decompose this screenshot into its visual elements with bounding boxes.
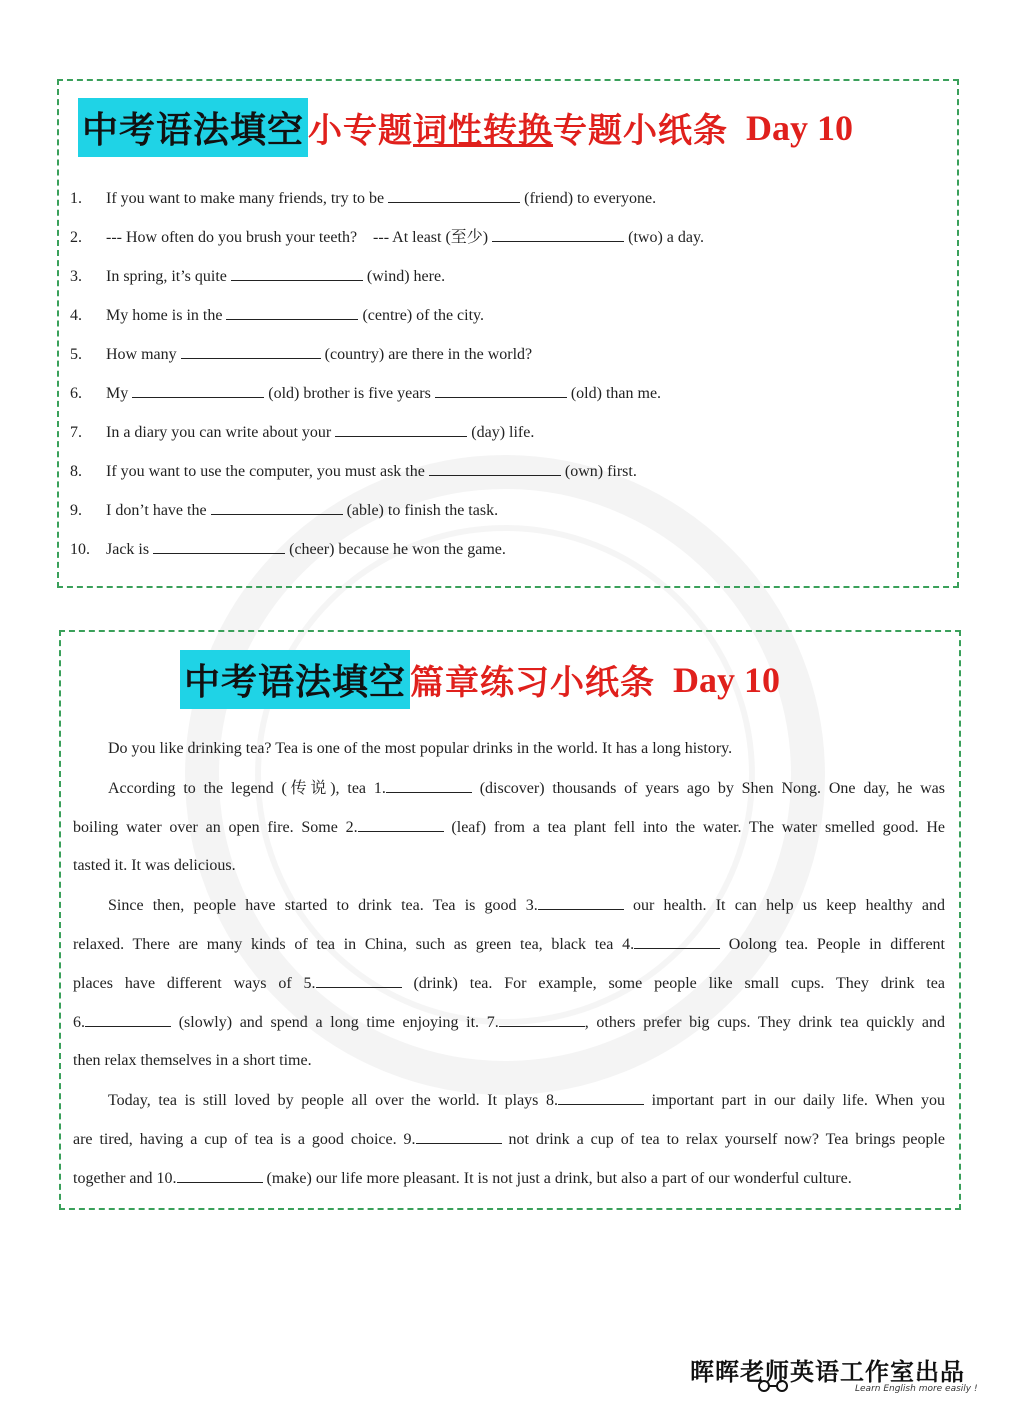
- answer-blank[interactable]: [85, 1012, 171, 1027]
- answer-blank[interactable]: [386, 778, 472, 793]
- studio-logo-tagline: Learn English more easily !: [855, 1384, 978, 1394]
- box2-title-day: Day 10: [673, 659, 781, 700]
- question-10: 10. Jack is (cheer) because he won the game.: [70, 541, 506, 558]
- passage-line: are tired, having a cup of tea is a good choice. 9. not drink a cup of tea to relax yourself now? Tea brings people: [73, 1131, 946, 1148]
- passage-paragraph-1: Do you like drinking tea? Tea is one of the most popular drinks in the world. It has a long history.: [108, 740, 733, 757]
- passage-line: together and 10. (make) our life more pleasant. It is not just a drink, but also a part of our wonderful culture.: [73, 1170, 852, 1187]
- studio-logo: [690, 1352, 978, 1394]
- passage-line: 6. (slowly) and spend a long time enjoying it. 7. , others prefer big cups. They drink tea quickly and: [73, 1014, 946, 1031]
- answer-blank[interactable]: [335, 422, 467, 437]
- question-5: 5. How many (country) are there in the world?: [70, 346, 533, 363]
- answer-blank[interactable]: [177, 1168, 263, 1183]
- answer-blank[interactable]: [226, 305, 358, 320]
- answer-blank[interactable]: [388, 188, 520, 203]
- answer-blank[interactable]: [416, 1129, 502, 1144]
- question-6: 6. My (old) brother is five years (old) than me.: [70, 385, 662, 402]
- box2-title-red: 篇章练习小纸条: [410, 663, 656, 703]
- box2-title-highlight: 中考语法填空: [180, 650, 410, 709]
- answer-blank[interactable]: [499, 1012, 585, 1027]
- answer-blank[interactable]: [538, 895, 624, 910]
- passage-line: relaxed. There are many kinds of tea in China, such as green tea, black tea 4. Oolong tea. People in different: [73, 936, 945, 953]
- question-7: 7. In a diary you can write about your (day) life.: [70, 424, 535, 441]
- answer-blank[interactable]: [181, 344, 321, 359]
- glasses-icon: [756, 1380, 790, 1392]
- passage-exercise-box: [59, 630, 961, 1210]
- question-2: 2. --- How often do you brush your teeth? --- At least (至少) (two) a day.: [70, 229, 704, 246]
- passage-line: tasted it. It was delicious.: [73, 857, 236, 874]
- answer-blank[interactable]: [231, 266, 363, 281]
- box2-title: [180, 650, 780, 709]
- answer-blank[interactable]: [132, 383, 264, 398]
- answer-blank[interactable]: [153, 539, 285, 554]
- passage-line: then relax themselves in a short time.: [73, 1052, 312, 1069]
- question-9: 9. I don’t have the (able) to finish the task.: [70, 502, 499, 519]
- box1-title: [78, 98, 853, 157]
- question-8: 8. If you want to use the computer, you must ask the (own) first.: [70, 463, 637, 480]
- question-3: 3. In spring, it’s quite (wind) here.: [70, 268, 446, 285]
- question-1: 1. If you want to make many friends, try to be (friend) to everyone.: [70, 190, 657, 207]
- answer-blank[interactable]: [316, 973, 402, 988]
- studio-logo-text: 晖晖老师英语工作室出品: [690, 1358, 965, 1386]
- passage-line: boiling water over an open fire. Some 2. (leaf) from a tea plant fell into the water. The water smelled good. He: [73, 819, 946, 836]
- answer-blank[interactable]: [492, 227, 624, 242]
- passage-line: places have different ways of 5. (drink) tea. For example, some people like small cups. They drink tea: [73, 975, 946, 992]
- answer-blank[interactable]: [211, 500, 343, 515]
- answer-blank[interactable]: [429, 461, 561, 476]
- box1-title-day: Day 10: [746, 107, 854, 148]
- passage-line: According to the legend (传说), tea 1. (discover) thousands of years ago by Shen Nong. One day, he was: [108, 780, 946, 797]
- box1-title-red: 小专题词性转换专题小纸条: [308, 111, 729, 151]
- question-4: 4. My home is in the (centre) of the city.: [70, 307, 484, 324]
- box1-title-highlight: 中考语法填空: [78, 98, 308, 157]
- passage-line: Since then, people have started to drink tea. Tea is good 3. our health. It can help us keep healthy and: [108, 897, 945, 914]
- answer-blank[interactable]: [634, 934, 720, 949]
- passage-line: Today, tea is still loved by people all over the world. It plays 8. important part in our daily life. When you: [108, 1092, 946, 1109]
- answer-blank[interactable]: [435, 383, 567, 398]
- answer-blank[interactable]: [358, 817, 444, 832]
- answer-blank[interactable]: [558, 1090, 644, 1105]
